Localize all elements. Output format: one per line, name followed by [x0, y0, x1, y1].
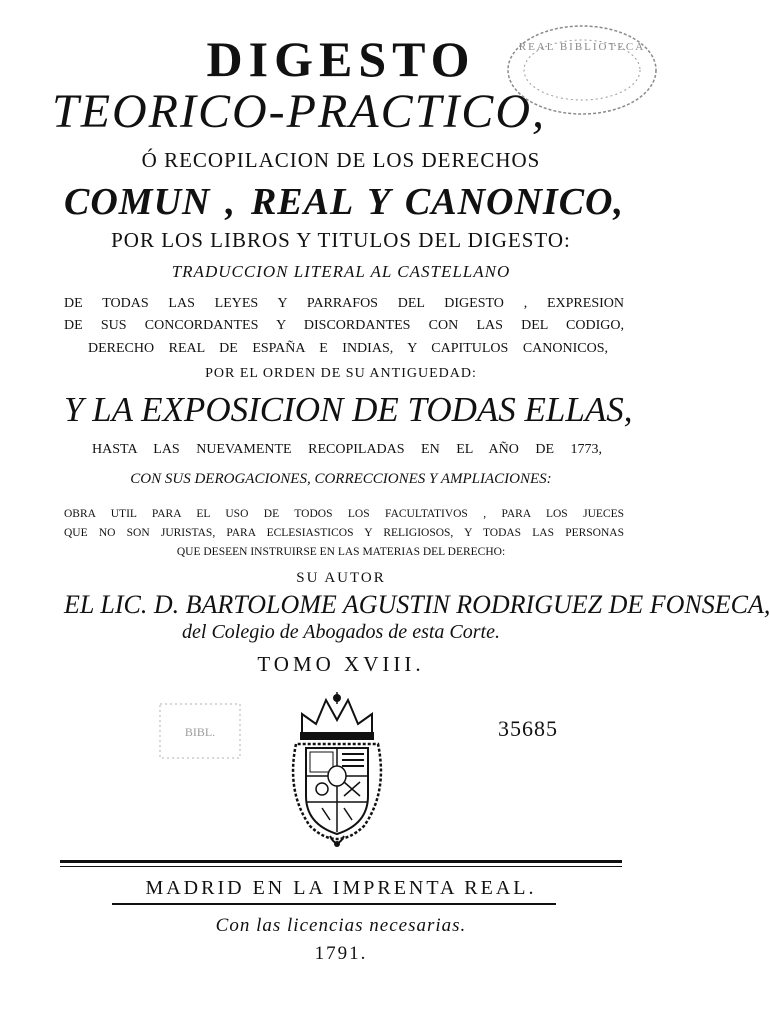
- line-exposicion: Y LA EXPOSICION DE TODAS ELLAS,: [64, 390, 633, 429]
- thick-rule-top: [60, 860, 622, 863]
- obra-line-1: OBRA UTIL PARA EL USO DE TODOS LOS FACULTATIVOS , PARA LOS JUECES: [64, 508, 624, 520]
- thin-rule-top: [60, 866, 622, 867]
- licencias-line: Con las licencias necesarias.: [215, 915, 467, 936]
- royal-coat-of-arms-icon: [282, 692, 392, 852]
- author-affiliation: del Colegio de Abogados de esta Corte.: [182, 621, 500, 643]
- stamp-left-text: BIBL.: [184, 725, 216, 739]
- obra-line-3: QUE DESEEN INSTRUIRSE EN LAS MATERIAS DEL DERECHO:: [176, 546, 506, 558]
- description-line-4: POR EL ORDEN DE SU ANTIGUEDAD:: [205, 366, 477, 381]
- library-stamp-icon: [498, 20, 658, 120]
- subtitle-teorico-practico: TEORICO-PRACTICO,: [52, 85, 546, 138]
- line-libros-titulos: POR LOS LIBROS Y TITULOS DEL DIGESTO:: [111, 228, 571, 252]
- obra-line-2: QUE NO SON JURISTAS, PARA ECLESIASTICOS Y RELIGIOSOS, Y TODAS LAS PERSONAS: [64, 527, 624, 539]
- imprint-madrid: MADRID EN LA IMPRENTA REAL.: [145, 877, 537, 899]
- su-autor-label: SU AUTOR: [296, 570, 386, 586]
- rule-under-imprint: [112, 903, 556, 905]
- library-shelf-number: 35685: [498, 716, 558, 741]
- line-traduccion: TRADUCCION LITERAL AL CASTELLANO: [171, 262, 511, 281]
- description-line-1: DE TODAS LAS LEYES Y PARRAFOS DEL DIGESTO , EXPRESION: [64, 296, 624, 311]
- description-line-2: DE SUS CONCORDANTES Y DISCORDANTES CON LAS DEL CODIGO,: [64, 318, 624, 333]
- publication-year: 1791.: [314, 943, 368, 964]
- line-hasta-1773: HASTA LAS NUEVAMENTE RECOPILADAS EN EL AÑO DE 1773,: [92, 442, 602, 457]
- description-line-3: DERECHO REAL DE ESPAÑA E INDIAS, Y CAPITULOS CANONICOS,: [88, 341, 608, 356]
- stamp-top-text: REAL BIBLIOTECA: [518, 41, 646, 53]
- title-digesto: DIGESTO: [206, 31, 476, 87]
- line-recopilacion: Ó RECOPILACION DE LOS DERECHOS: [141, 148, 541, 172]
- author-name: EL LIC. D. BARTOLOME AGUSTIN RODRIGUEZ DE FONSECA,: [64, 590, 770, 619]
- line-comun-real-canonico: COMUN , REAL Y CANONICO,: [64, 181, 624, 223]
- faint-stamp-icon: [158, 702, 242, 760]
- volume-label: TOMO XVIII.: [257, 652, 425, 676]
- line-derogaciones: CON SUS DEROGACIONES, CORRECCIONES Y AMPLIACIONES:: [130, 471, 552, 487]
